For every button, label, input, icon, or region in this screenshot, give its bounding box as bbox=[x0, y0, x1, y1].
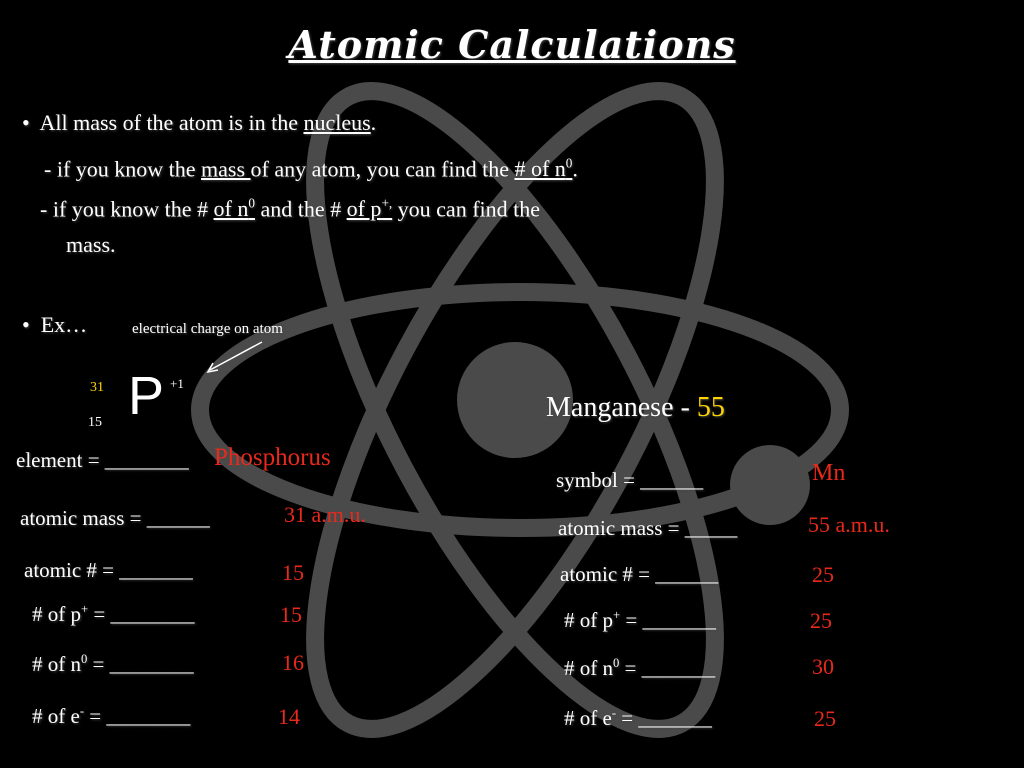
sub-bullet-find-neutrons: - if you know the mass of any atom, you can find the # of $n^0$. bbox=[44, 156, 578, 182]
mn-protons-answer: 25 bbox=[810, 608, 832, 633]
mn-atomic-mass-label: atomic mass = _____ bbox=[558, 516, 738, 540]
ion-charge: +1 bbox=[170, 376, 184, 391]
annotation-arrow bbox=[200, 338, 270, 378]
mn-electrons-answer: 25 bbox=[814, 706, 836, 731]
bullet-mass-in-nucleus: • All mass of the atom is in the nucleus. bbox=[22, 110, 377, 135]
sub-bullet-find-mass: - if you know the # of $n^0$ and the # of p+, you can find the bbox=[40, 196, 541, 222]
mn-electrons-label: # of e- = _______ bbox=[564, 706, 712, 730]
p-neutrons-label: # of $n^0$ = ________ bbox=[32, 652, 194, 676]
mn-atomic-number-label: atomic # = ______ bbox=[560, 562, 719, 586]
p-element-answer: Phosphorus bbox=[214, 444, 331, 471]
p-neutrons-answer: 16 bbox=[282, 650, 304, 675]
bullet-dot: • bbox=[22, 110, 40, 135]
p-atomic-number-answer: 15 bbox=[282, 560, 304, 585]
mass-number: 31 bbox=[90, 380, 104, 395]
mn-atomic-mass-answer: 55 a.m.u. bbox=[808, 512, 890, 537]
p-protons-label: # of p+ = ________ bbox=[32, 602, 195, 626]
p-atomic-mass-answer: 31 a.m.u. bbox=[284, 502, 366, 527]
mn-protons-label: # of p+ = _______ bbox=[564, 608, 716, 632]
mn-symbol-label: symbol = ______ bbox=[556, 468, 704, 492]
p-electrons-label: # of e- = ________ bbox=[32, 704, 191, 728]
charge-annotation: electrical charge on atom bbox=[132, 321, 283, 337]
p-element-label: element = ________ bbox=[16, 448, 189, 472]
p-protons-answer: 15 bbox=[280, 602, 302, 627]
mn-neutrons-label: # of $n^0$ = _______ bbox=[564, 656, 716, 680]
atomic-number: 15 bbox=[88, 415, 102, 430]
mn-neutrons-answer: 30 bbox=[812, 654, 834, 679]
bullet-example: • Ex… bbox=[22, 312, 88, 337]
electron-circle bbox=[730, 445, 810, 525]
mn-atomic-number-answer: 25 bbox=[812, 562, 834, 587]
element-symbol: P bbox=[128, 366, 165, 426]
page-title: Atomic Calculations bbox=[288, 22, 736, 67]
p-atomic-mass-label: atomic mass = ______ bbox=[20, 506, 210, 530]
manganese-mass: 55 bbox=[696, 392, 725, 423]
sub-bullet-mass-continuation: mass. bbox=[66, 232, 116, 257]
mn-symbol-answer: Mn bbox=[812, 460, 846, 486]
p-atomic-number-label: atomic # = _______ bbox=[24, 558, 193, 582]
p-electrons-answer: 14 bbox=[278, 704, 300, 729]
manganese-heading: Manganese - 55 bbox=[546, 392, 725, 423]
